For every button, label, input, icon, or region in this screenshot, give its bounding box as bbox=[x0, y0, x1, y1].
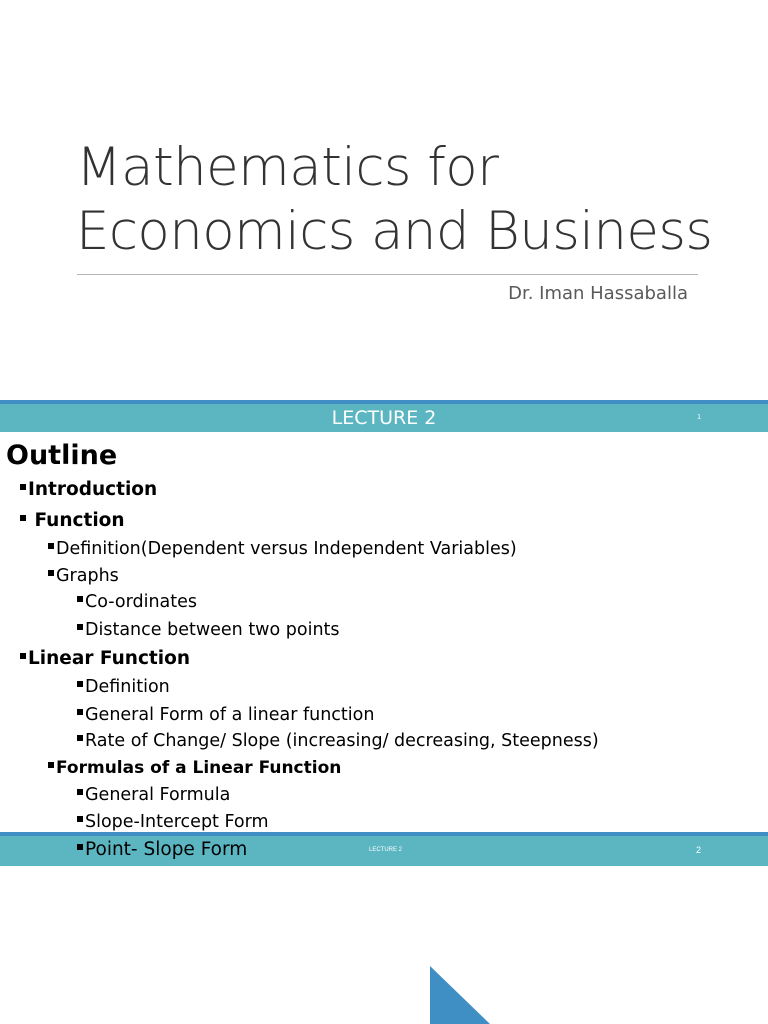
outline-item-text: Distance between two points bbox=[85, 620, 340, 640]
lecture-header-title: LECTURE 2 bbox=[331, 407, 437, 429]
outline-item-text: Definition(Dependent versus Independent Variables) bbox=[56, 539, 517, 559]
outline-item-text: General Formula bbox=[85, 785, 231, 805]
outline-item bbox=[77, 731, 599, 751]
bullet-icon bbox=[77, 789, 83, 795]
outline-item bbox=[77, 812, 269, 832]
outline-item bbox=[48, 758, 341, 778]
outline-item bbox=[77, 839, 247, 860]
outline-item-text: Introduction bbox=[28, 479, 158, 500]
bullet-icon bbox=[77, 596, 83, 602]
bullet-icon bbox=[48, 570, 54, 576]
footer-slide-number: 2 bbox=[695, 845, 701, 855]
outline-item bbox=[77, 592, 197, 612]
author-name: Dr. Iman Hassaballa bbox=[508, 283, 688, 304]
slide-title-line-1: Mathematics for bbox=[76, 137, 499, 198]
footer-lecture-label: LECTURE 2 bbox=[369, 847, 403, 853]
outline-heading: Outline bbox=[6, 440, 118, 471]
outline-item bbox=[48, 566, 119, 586]
title-divider bbox=[77, 274, 698, 275]
bullet-icon bbox=[48, 762, 54, 768]
bullet-icon bbox=[77, 844, 83, 850]
outline-item-text: Point- Slope Form bbox=[85, 839, 248, 860]
outline-item bbox=[20, 648, 190, 669]
bullet-icon bbox=[77, 624, 83, 630]
bullet-icon bbox=[20, 515, 26, 521]
outline-item bbox=[48, 539, 517, 559]
bullet-icon bbox=[77, 681, 83, 687]
bullet-icon bbox=[48, 543, 54, 549]
outline-item-text: Co-ordinates bbox=[85, 592, 198, 612]
slide-title bbox=[76, 136, 716, 264]
outline-item bbox=[77, 620, 340, 640]
outline-item-text: Formulas of a Linear Function bbox=[56, 758, 342, 778]
outline-item-text: Definition bbox=[85, 677, 170, 697]
outline-item-text: Function bbox=[34, 510, 125, 531]
outline-item-text: Slope-Intercept Form bbox=[85, 812, 269, 832]
bullet-icon bbox=[20, 653, 26, 659]
header-slide-number: 1 bbox=[697, 414, 701, 421]
bullet-icon bbox=[77, 816, 83, 822]
outline-item bbox=[77, 677, 170, 697]
slide-title-line-2: Economics and Business bbox=[76, 201, 713, 262]
outline-item bbox=[20, 510, 125, 531]
outline-item bbox=[77, 705, 374, 725]
bullet-icon bbox=[77, 735, 83, 741]
outline-item bbox=[20, 479, 157, 500]
outline-item bbox=[77, 785, 230, 805]
bullet-icon bbox=[77, 709, 83, 715]
outline-item-text: General Form of a linear function bbox=[85, 705, 375, 725]
outline-item-text: Rate of Change/ Slope (increasing/ decreasing, Steepness) bbox=[85, 731, 599, 751]
title-slide bbox=[0, 0, 768, 400]
lecture-header-bar bbox=[0, 400, 768, 432]
outline-item-text: Linear Function bbox=[28, 648, 190, 669]
corner-triangle-decoration bbox=[430, 966, 490, 1024]
outline-item-text: Graphs bbox=[56, 566, 119, 586]
bullet-icon bbox=[20, 484, 26, 490]
corner-triangle-shape bbox=[430, 966, 490, 1024]
